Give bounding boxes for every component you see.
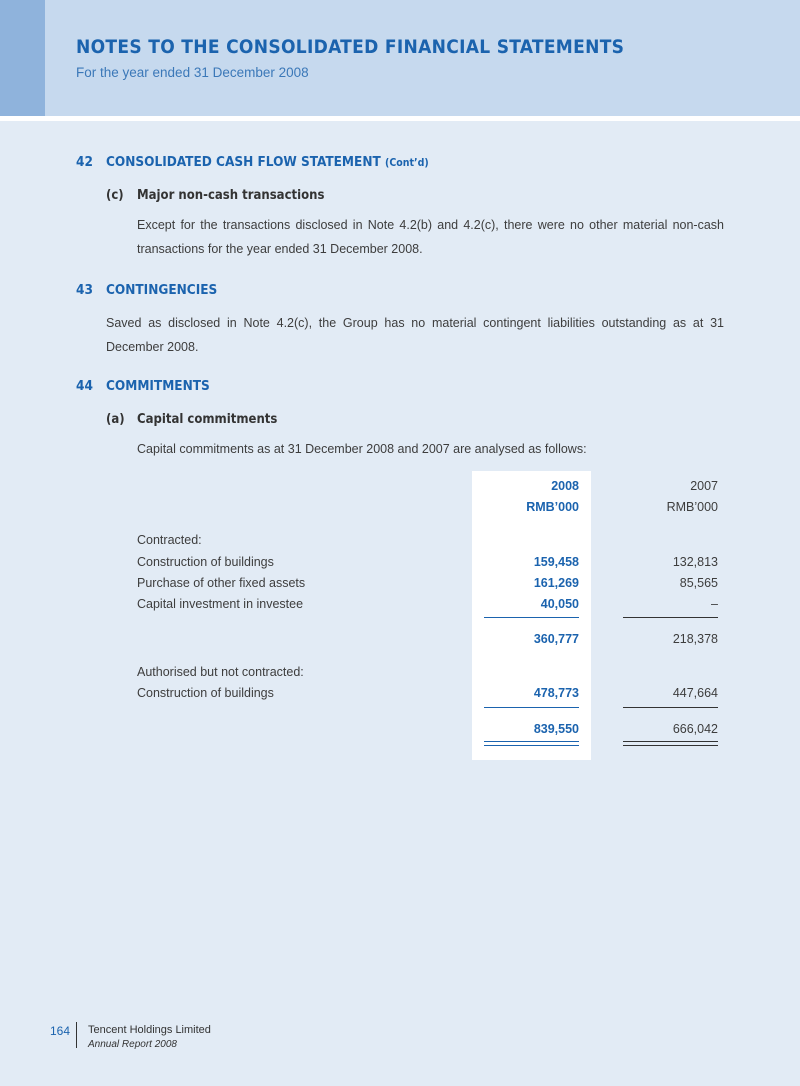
page-subtitle: For the year ended 31 December 2008 xyxy=(76,65,309,80)
table-cell-2008: 159,458 xyxy=(533,555,579,569)
subsection-42c-text: Except for the transactions disclosed in Note 4.2(b) and 4.2(c), there were no other material non-cash transactions for the year ended 31 December 2008. xyxy=(137,218,724,256)
section-43-number: 43 xyxy=(76,282,93,298)
subtotal-rule-2007 xyxy=(623,617,718,618)
column-unit-2008: RMB’000 xyxy=(526,500,579,514)
subtotal-rule-2008 xyxy=(484,617,579,618)
section-44-number: 44 xyxy=(76,378,93,394)
subsection-44a-text: Capital commitments as at 31 December 2008 and 2007 are analysed as follows: xyxy=(137,442,587,456)
subsection-44a-title: Capital commitments xyxy=(137,412,278,427)
double-rule-2007-bottom xyxy=(623,745,718,746)
column-unit-2007: RMB’000 xyxy=(666,500,718,514)
section-42-title-suffix: (Cont’d) xyxy=(385,157,429,169)
table-cell-2007: 132,813 xyxy=(672,555,718,569)
section-43-title: CONTINGENCIES xyxy=(106,282,218,298)
page-number: 164 xyxy=(50,1024,71,1038)
grand-total-2008: 839,550 xyxy=(533,722,579,736)
table-cell-2008: 40,050 xyxy=(540,597,579,611)
table-cell-2007: 85,565 xyxy=(679,576,718,590)
page-title: NOTES TO THE CONSOLIDATED FINANCIAL STATEMENTS xyxy=(76,36,625,58)
section-43-text: Saved as disclosed in Note 4.2(c), the Group has no material contingent liabilities outstanding as at 31 December 2008. xyxy=(106,316,724,354)
subsection-42c-title: Major non-cash transactions xyxy=(137,188,325,203)
header-tab xyxy=(0,0,45,116)
table-cell-2008: 478,773 xyxy=(533,686,579,700)
header-divider xyxy=(0,116,800,121)
subsection-44a-letter: (a) xyxy=(106,412,125,427)
section-42-number: 42 xyxy=(76,154,93,170)
table-row-label: Capital investment in investee xyxy=(137,597,304,611)
footer-report: Annual Report 2008 xyxy=(88,1039,177,1050)
table-row-label: Construction of buildings xyxy=(137,555,274,569)
page-header xyxy=(0,0,800,116)
column-header-2007: 2007 xyxy=(690,479,718,493)
table-cell-2007: – xyxy=(711,597,718,611)
authorised-label: Authorised but not contracted: xyxy=(137,665,304,679)
contracted-total-2008: 360,777 xyxy=(533,632,579,646)
current-year-highlight xyxy=(472,471,591,760)
total-rule-2008 xyxy=(484,707,579,708)
subsection-42c-letter: (c) xyxy=(106,188,124,203)
section-42-title: CONSOLIDATED CASH FLOW STATEMENT (Cont’d) xyxy=(106,154,429,170)
footer-company: Tencent Holdings Limited xyxy=(88,1024,211,1036)
grand-total-2007: 666,042 xyxy=(672,722,718,736)
table-row-label: Construction of buildings xyxy=(137,686,274,700)
double-rule-2007-top xyxy=(623,741,718,742)
table-row-label: Purchase of other fixed assets xyxy=(137,576,306,590)
column-header-2008: 2008 xyxy=(551,479,579,493)
section-44-title: COMMITMENTS xyxy=(106,378,210,394)
total-rule-2007 xyxy=(623,707,718,708)
double-rule-2008-bottom xyxy=(484,745,579,746)
contracted-total-2007: 218,378 xyxy=(672,632,718,646)
contracted-label: Contracted: xyxy=(137,533,202,547)
table-cell-2007: 447,664 xyxy=(672,686,718,700)
double-rule-2008-top xyxy=(484,741,579,742)
table-cell-2008: 161,269 xyxy=(533,576,579,590)
footer-divider xyxy=(76,1022,77,1048)
